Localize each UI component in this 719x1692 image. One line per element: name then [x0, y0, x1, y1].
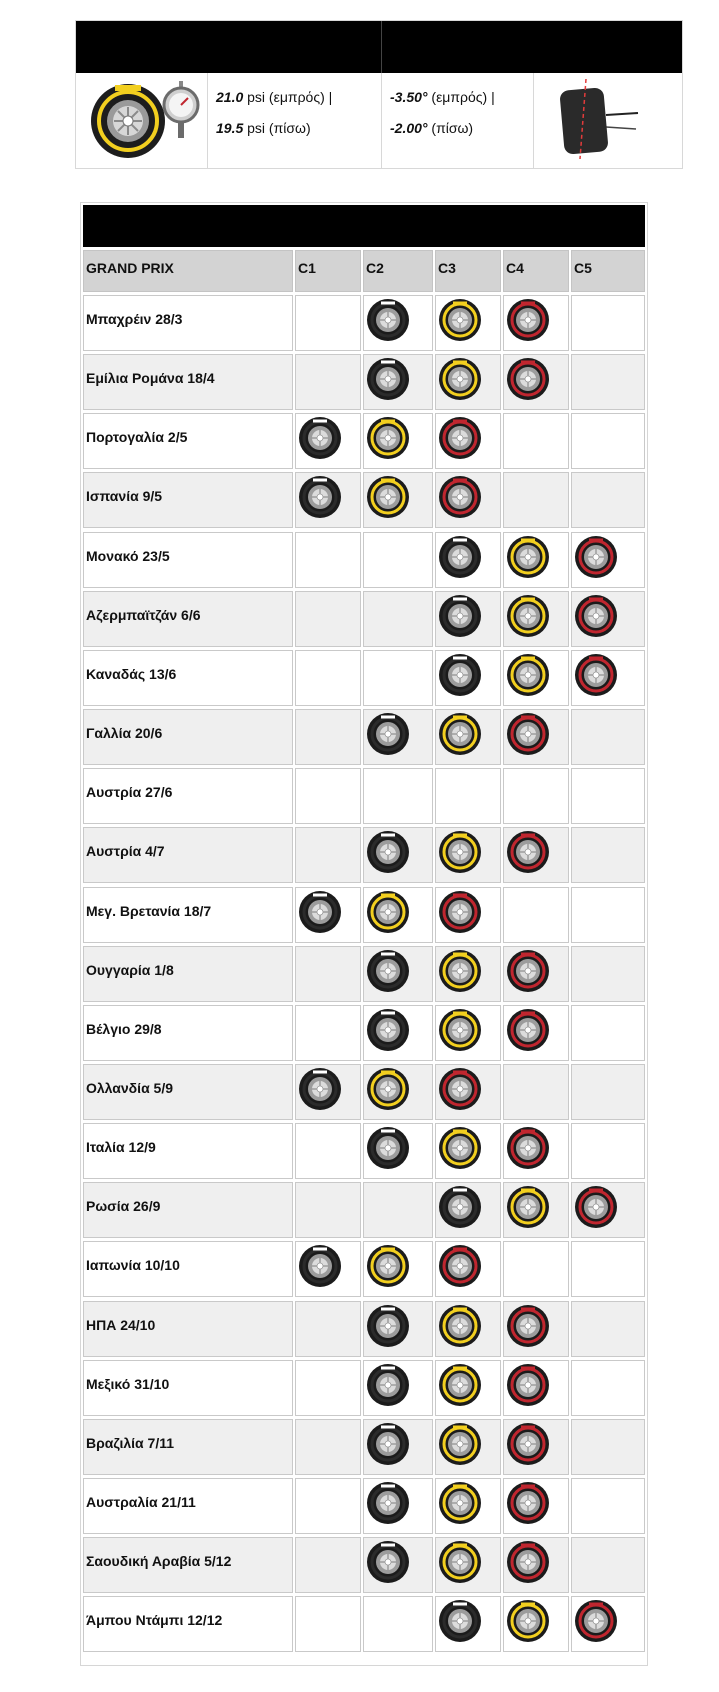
compound-cell-c2	[363, 1301, 433, 1357]
compound-cell-c5	[571, 413, 645, 469]
compound-cell-c3	[435, 1360, 501, 1416]
compound-cell-c5	[571, 591, 645, 647]
medium-tyre-icon	[438, 357, 482, 406]
compound-cell-c3	[435, 591, 501, 647]
soft-tyre-icon	[506, 1540, 550, 1589]
grand-prix-name: Αζερμπαϊτζάν 6/6	[83, 591, 293, 647]
pressure-front-suffix: (εμπρός) |	[265, 89, 333, 105]
medium-tyre-icon	[506, 653, 550, 702]
compound-cell-c4	[503, 1123, 569, 1179]
camber-rear-value: -2.00°	[390, 120, 428, 136]
compound-cell-c2	[363, 650, 433, 706]
compound-cell-c2	[363, 295, 433, 351]
soft-tyre-icon	[506, 712, 550, 761]
compound-cell-c3	[435, 887, 501, 943]
compound-cell-c4	[503, 1537, 569, 1593]
header-c2: C2	[363, 250, 433, 292]
compound-cell-c2	[363, 532, 433, 588]
compound-cell-c1	[295, 1301, 361, 1357]
grand-prix-name: Μεγ. Βρετανία 18/7	[83, 887, 293, 943]
hard-tyre-icon	[366, 1481, 410, 1530]
soft-tyre-icon	[506, 357, 550, 406]
tyre-gauge-cell	[76, 73, 207, 169]
pressure-cell	[207, 73, 381, 169]
hard-tyre-icon	[438, 535, 482, 584]
medium-tyre-icon	[438, 1126, 482, 1175]
medium-tyre-icon	[438, 298, 482, 347]
compound-cell-c2	[363, 946, 433, 1002]
compound-cell-c2	[363, 413, 433, 469]
compound-cell-c1	[295, 1241, 361, 1297]
grand-prix-name: Ρωσία 26/9	[83, 1182, 293, 1238]
compound-cell-c1	[295, 1064, 361, 1120]
compound-cell-c5	[571, 709, 645, 765]
compound-cell-c4	[503, 887, 569, 943]
hard-tyre-icon	[366, 1363, 410, 1412]
hard-tyre-icon	[298, 890, 342, 939]
compound-cell-c1	[295, 946, 361, 1002]
grand-prix-name: Μπαχρέιν 28/3	[83, 295, 293, 351]
compound-cell-c5	[571, 650, 645, 706]
compound-cell-c1	[295, 827, 361, 883]
medium-tyre-icon	[438, 1008, 482, 1057]
compound-cell-c4	[503, 1005, 569, 1061]
compound-cell-c2	[363, 1241, 433, 1297]
compound-cell-c3	[435, 1123, 501, 1179]
compound-cell-c5	[571, 1537, 645, 1593]
compound-cell-c5	[571, 887, 645, 943]
compound-cell-c2	[363, 1123, 433, 1179]
compound-cell-c3	[435, 1005, 501, 1061]
hard-tyre-icon	[366, 1008, 410, 1057]
soft-tyre-icon	[574, 594, 618, 643]
compound-cell-c1	[295, 1596, 361, 1652]
compound-cell-c4	[503, 1360, 569, 1416]
compound-cell-c1	[295, 532, 361, 588]
compound-cell-c2	[363, 768, 433, 824]
soft-tyre-icon	[506, 1008, 550, 1057]
pressure-front-unit: psi	[247, 89, 266, 105]
medium-tyre-icon	[506, 535, 550, 584]
compound-cell-c4	[503, 413, 569, 469]
compound-cell-c1	[295, 354, 361, 410]
header-c1: C1	[295, 250, 361, 292]
grand-prix-name: Ολλανδία 5/9	[83, 1064, 293, 1120]
hard-tyre-icon	[366, 1422, 410, 1471]
soft-tyre-icon	[574, 653, 618, 702]
header-c3: C3	[435, 250, 501, 292]
compound-cell-c5	[571, 827, 645, 883]
soft-tyre-icon	[506, 1304, 550, 1353]
camber-front-value: -3.50°	[390, 89, 428, 105]
medium-tyre-icon	[438, 1363, 482, 1412]
pressure-rear-value: 19.5	[216, 120, 244, 136]
compound-cell-c3	[435, 354, 501, 410]
hard-tyre-icon	[366, 357, 410, 406]
compound-cell-c2	[363, 591, 433, 647]
header-c5: C5	[571, 250, 645, 292]
compound-cell-c5	[571, 1064, 645, 1120]
compound-cell-c2	[363, 1064, 433, 1120]
grand-prix-name: Βέλγιο 29/8	[83, 1005, 293, 1061]
grand-prix-name: Αυστραλία 21/11	[83, 1478, 293, 1534]
grand-prix-name: Εμίλια Ρομάνα 18/4	[83, 354, 293, 410]
compound-cell-c2	[363, 1360, 433, 1416]
hard-tyre-icon	[366, 298, 410, 347]
compound-cell-c1	[295, 650, 361, 706]
compound-cell-c3	[435, 1241, 501, 1297]
header-grand-prix: GRAND PRIX	[83, 250, 293, 292]
hard-tyre-icon	[438, 653, 482, 702]
compound-cell-c1	[295, 768, 361, 824]
compound-cell-c4	[503, 768, 569, 824]
compound-cell-c3	[435, 1064, 501, 1120]
grand-prix-name: Ουγγαρία 1/8	[83, 946, 293, 1002]
compound-cell-c5	[571, 1360, 645, 1416]
compound-cell-c5	[571, 946, 645, 1002]
compound-cell-c3	[435, 472, 501, 528]
medium-tyre-icon	[438, 830, 482, 879]
grand-prix-name: Καναδάς 13/6	[83, 650, 293, 706]
compound-cell-c2	[363, 354, 433, 410]
compound-cell-c3	[435, 946, 501, 1002]
compound-cell-c4	[503, 827, 569, 883]
compound-cell-c4	[503, 532, 569, 588]
hard-tyre-icon	[298, 1244, 342, 1293]
compound-cell-c2	[363, 887, 433, 943]
hard-tyre-icon	[298, 1067, 342, 1116]
compound-cell-c3	[435, 295, 501, 351]
camber-rear-text	[390, 119, 473, 137]
grand-prix-name: Γαλλία 20/6	[83, 709, 293, 765]
soft-tyre-icon	[438, 1244, 482, 1293]
medium-tyre-icon	[366, 416, 410, 465]
compound-cell-c5	[571, 354, 645, 410]
grand-prix-name: Αυστρία 4/7	[83, 827, 293, 883]
soft-tyre-icon	[506, 1481, 550, 1530]
setup-info-header-bar	[76, 21, 682, 73]
compound-cell-c2	[363, 827, 433, 883]
medium-tyre-icon	[366, 890, 410, 939]
compound-cell-c1	[295, 1419, 361, 1475]
compound-cell-c5	[571, 1596, 645, 1652]
hard-tyre-icon	[366, 949, 410, 998]
compound-cell-c1	[295, 1537, 361, 1593]
tyre-allocation-table	[80, 202, 648, 1666]
compound-cell-c5	[571, 1241, 645, 1297]
compound-cell-c5	[571, 1182, 645, 1238]
compound-cell-c3	[435, 1596, 501, 1652]
compound-cell-c3	[435, 827, 501, 883]
compound-cell-c3	[435, 768, 501, 824]
soft-tyre-icon	[438, 416, 482, 465]
grand-prix-name: Σαουδική Αραβία 5/12	[83, 1537, 293, 1593]
camber-front-suffix: (εμπρός) |	[427, 89, 495, 105]
compound-cell-c4	[503, 591, 569, 647]
grand-prix-name: ΗΠΑ 24/10	[83, 1301, 293, 1357]
soft-tyre-icon	[506, 830, 550, 879]
compound-cell-c1	[295, 1360, 361, 1416]
compound-cell-c4	[503, 1064, 569, 1120]
hard-tyre-icon	[366, 830, 410, 879]
compound-cell-c1	[295, 295, 361, 351]
compound-cell-c3	[435, 413, 501, 469]
compound-cell-c5	[571, 1123, 645, 1179]
soft-tyre-icon	[506, 949, 550, 998]
grand-prix-name: Άμπου Ντάμπι 12/12	[83, 1596, 293, 1652]
compound-cell-c4	[503, 1182, 569, 1238]
compound-cell-c3	[435, 1419, 501, 1475]
camber-illustration-cell	[533, 73, 684, 169]
hard-tyre-icon	[438, 1599, 482, 1648]
compound-cell-c3	[435, 709, 501, 765]
soft-tyre-icon	[506, 1422, 550, 1471]
compound-cell-c5	[571, 1005, 645, 1061]
medium-tyre-icon	[438, 1304, 482, 1353]
compound-cell-c4	[503, 354, 569, 410]
compound-cell-c3	[435, 1478, 501, 1534]
medium-tyre-icon	[366, 475, 410, 524]
camber-front-text	[390, 88, 495, 106]
camber-rear-suffix: (πίσω)	[427, 120, 474, 136]
compound-cell-c5	[571, 472, 645, 528]
allocation-header-bar	[83, 205, 645, 247]
compound-cell-c1	[295, 591, 361, 647]
compound-cell-c4	[503, 709, 569, 765]
compound-cell-c1	[295, 1478, 361, 1534]
soft-tyre-icon	[438, 890, 482, 939]
compound-cell-c4	[503, 1241, 569, 1297]
soft-tyre-icon	[574, 535, 618, 584]
compound-cell-c5	[571, 1419, 645, 1475]
compound-cell-c1	[295, 1123, 361, 1179]
grand-prix-name: Ισπανία 9/5	[83, 472, 293, 528]
compound-cell-c4	[503, 1596, 569, 1652]
hard-tyre-icon	[298, 416, 342, 465]
hard-tyre-icon	[366, 1126, 410, 1175]
grand-prix-name: Μονακό 23/5	[83, 532, 293, 588]
soft-tyre-icon	[438, 1067, 482, 1116]
compound-cell-c1	[295, 709, 361, 765]
tyre-pressure-gauge-icon	[90, 79, 202, 163]
soft-tyre-icon	[574, 1599, 618, 1648]
compound-cell-c5	[571, 532, 645, 588]
compound-cell-c4	[503, 295, 569, 351]
medium-tyre-icon	[366, 1244, 410, 1293]
compound-cell-c1	[295, 472, 361, 528]
hard-tyre-icon	[366, 712, 410, 761]
hard-tyre-icon	[438, 594, 482, 643]
header-c4: C4	[503, 250, 569, 292]
compound-cell-c4	[503, 650, 569, 706]
compound-cell-c3	[435, 650, 501, 706]
grand-prix-name: Ιαπωνία 10/10	[83, 1241, 293, 1297]
compound-cell-c2	[363, 1419, 433, 1475]
compound-cell-c3	[435, 1182, 501, 1238]
compound-cell-c4	[503, 946, 569, 1002]
grand-prix-name: Μεξικό 31/10	[83, 1360, 293, 1416]
soft-tyre-icon	[438, 475, 482, 524]
compound-cell-c2	[363, 472, 433, 528]
medium-tyre-icon	[438, 712, 482, 761]
hard-tyre-icon	[366, 1304, 410, 1353]
compound-cell-c1	[295, 1005, 361, 1061]
pressure-rear-text	[216, 119, 311, 137]
compound-cell-c2	[363, 1182, 433, 1238]
grand-prix-name: Αυστρία 27/6	[83, 768, 293, 824]
pressure-rear-suffix: (πίσω)	[265, 120, 311, 136]
setup-info-table	[75, 20, 683, 169]
compound-cell-c2	[363, 1596, 433, 1652]
compound-cell-c3	[435, 532, 501, 588]
medium-tyre-icon	[438, 1422, 482, 1471]
compound-cell-c5	[571, 295, 645, 351]
compound-cell-c2	[363, 1537, 433, 1593]
compound-cell-c5	[571, 1478, 645, 1534]
compound-cell-c3	[435, 1537, 501, 1593]
camber-angle-icon	[556, 79, 640, 159]
medium-tyre-icon	[366, 1067, 410, 1116]
soft-tyre-icon	[574, 1185, 618, 1234]
soft-tyre-icon	[506, 1363, 550, 1412]
compound-cell-c1	[295, 887, 361, 943]
header-divider	[381, 21, 382, 73]
medium-tyre-icon	[506, 1599, 550, 1648]
compound-cell-c3	[435, 1301, 501, 1357]
compound-cell-c4	[503, 1301, 569, 1357]
compound-cell-c5	[571, 768, 645, 824]
camber-cell	[381, 73, 533, 169]
medium-tyre-icon	[438, 1540, 482, 1589]
soft-tyre-icon	[506, 298, 550, 347]
medium-tyre-icon	[438, 949, 482, 998]
grand-prix-name: Ιταλία 12/9	[83, 1123, 293, 1179]
compound-cell-c2	[363, 1478, 433, 1534]
pressure-front-text	[216, 88, 332, 106]
compound-cell-c2	[363, 709, 433, 765]
grand-prix-name: Βραζιλία 7/11	[83, 1419, 293, 1475]
medium-tyre-icon	[506, 594, 550, 643]
compound-cell-c1	[295, 413, 361, 469]
grand-prix-name: Πορτογαλία 2/5	[83, 413, 293, 469]
hard-tyre-icon	[366, 1540, 410, 1589]
compound-cell-c5	[571, 1301, 645, 1357]
compound-cell-c4	[503, 472, 569, 528]
pressure-rear-unit: psi	[247, 120, 266, 136]
hard-tyre-icon	[298, 475, 342, 524]
pressure-front-value: 21.0	[216, 89, 244, 105]
compound-cell-c2	[363, 1005, 433, 1061]
compound-cell-c4	[503, 1419, 569, 1475]
compound-cell-c4	[503, 1478, 569, 1534]
hard-tyre-icon	[438, 1185, 482, 1234]
medium-tyre-icon	[506, 1185, 550, 1234]
compound-cell-c1	[295, 1182, 361, 1238]
soft-tyre-icon	[506, 1126, 550, 1175]
medium-tyre-icon	[438, 1481, 482, 1530]
